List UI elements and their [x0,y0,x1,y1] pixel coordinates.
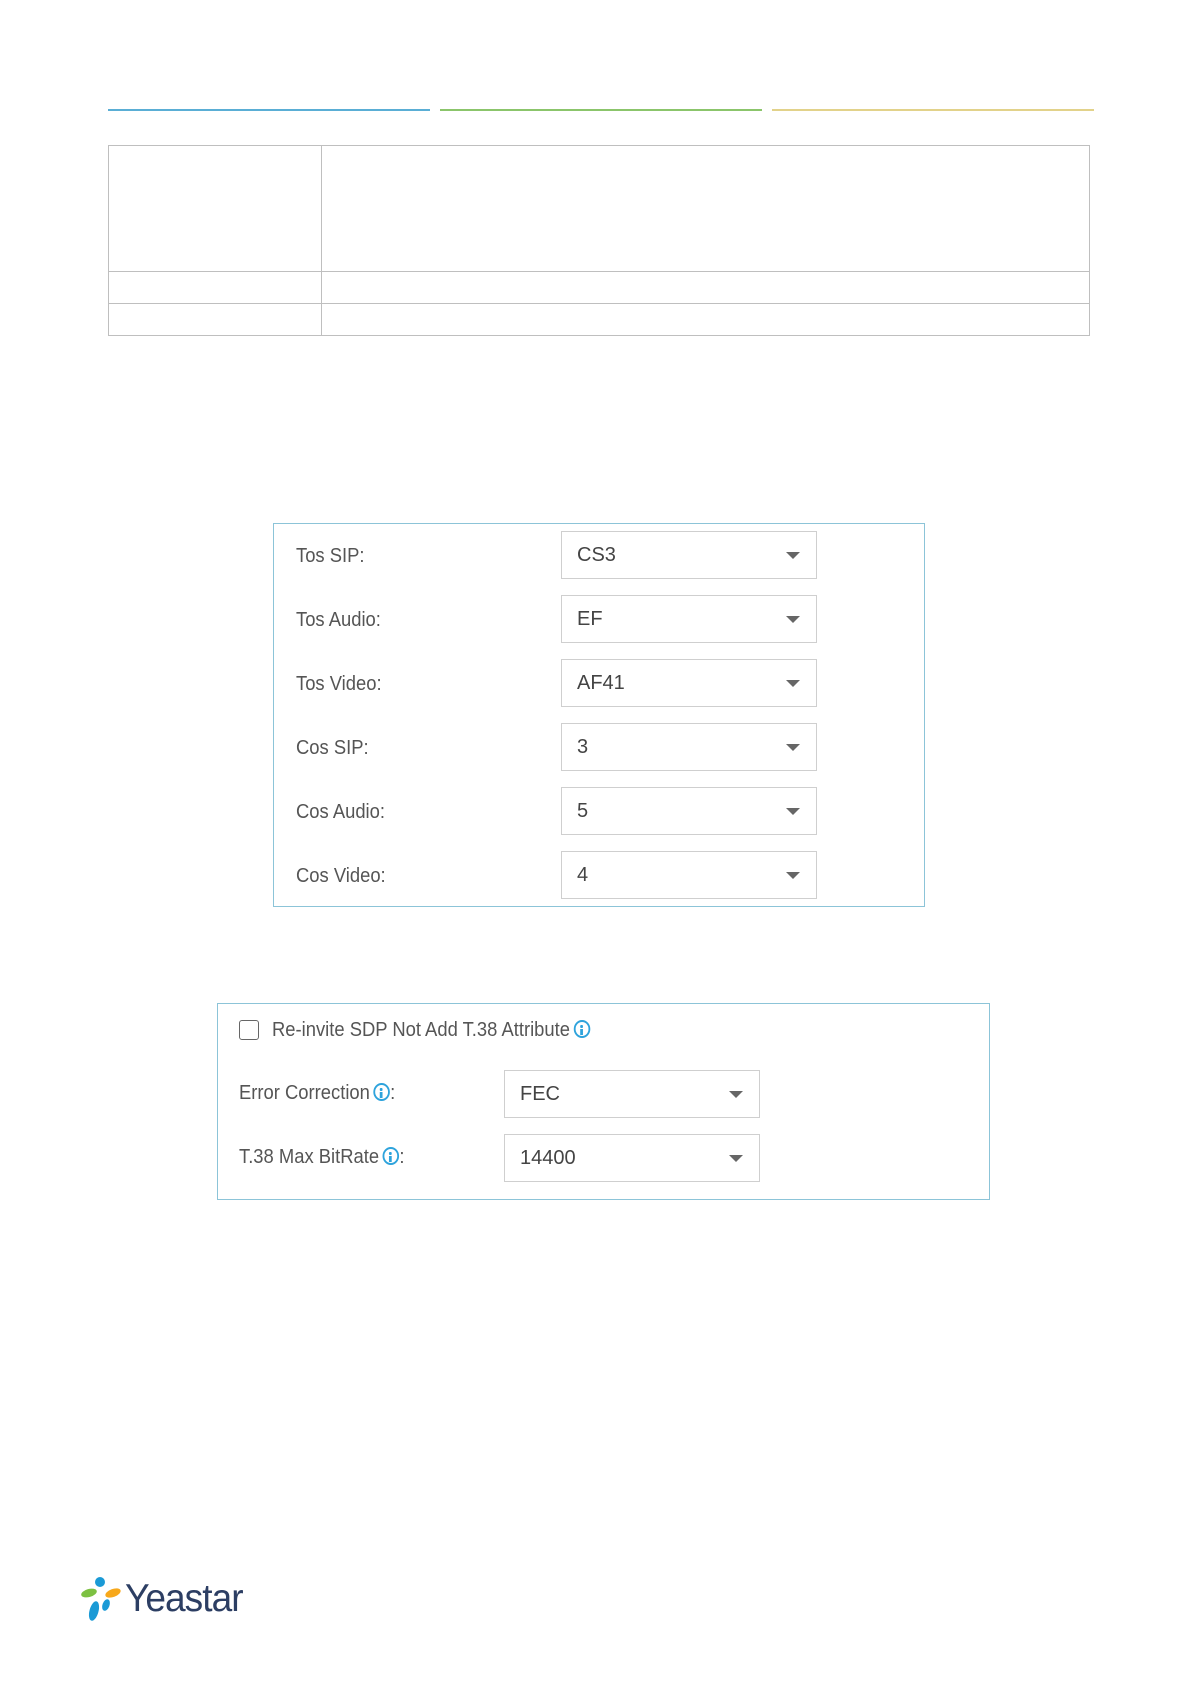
info-icon[interactable] [383,1147,400,1165]
reinvite-row [218,1004,989,1054]
tos-sip-value: CS3 [577,544,616,566]
tos-sip-select[interactable] [561,531,817,579]
document-table [108,145,1090,336]
tos-audio-label: Tos Audio: [296,609,381,631]
qos-settings-panel [273,523,925,907]
chevron-down-icon [786,808,800,815]
table-cell [322,304,1090,336]
table-cell [109,272,322,304]
reinvite-checkbox[interactable] [239,1020,259,1040]
table-row [109,272,1090,304]
max-bitrate-colon: : [399,1146,405,1168]
tos-audio-select[interactable] [561,595,817,643]
table-row [109,304,1090,336]
cos-video-label: Cos Video: [296,865,386,887]
header-line-blue [108,109,430,111]
cos-audio-label: Cos Audio: [296,801,385,823]
table-cell [322,272,1090,304]
error-correction-select[interactable] [504,1070,760,1118]
chevron-down-icon [729,1091,743,1098]
reinvite-label [272,1018,590,1042]
error-correction-colon: : [390,1082,396,1104]
cos-sip-select[interactable] [561,723,817,771]
tos-sip-row [274,531,924,581]
error-correction-row [218,1066,989,1116]
max-bitrate-label-text: T.38 Max BitRate [239,1146,380,1168]
table-cell [109,146,322,272]
yeastar-logo [80,1575,260,1627]
chevron-down-icon [729,1155,743,1162]
cos-video-select[interactable] [561,851,817,899]
cos-video-row [274,851,924,901]
max-bitrate-row [218,1130,989,1180]
error-correction-value: FEC [520,1083,560,1105]
tos-video-row [274,659,924,709]
table-cell [109,304,322,336]
tos-audio-value: EF [577,608,603,630]
logo-text: Yeastar [125,1577,243,1620]
yeastar-logo-mark-icon [80,1575,126,1627]
reinvite-label-text: Re-invite SDP Not Add T.38 Attribute [272,1019,570,1041]
chevron-down-icon [786,744,800,751]
error-correction-label [239,1081,395,1105]
header-line-green [440,109,762,111]
tos-video-label: Tos Video: [296,673,382,695]
error-correction-label-text: Error Correction [239,1082,370,1104]
cos-video-value: 4 [577,864,589,886]
header-line-yellow [772,109,1094,111]
table-row [109,146,1090,272]
t38-settings-panel [217,1003,990,1200]
info-icon[interactable] [574,1020,591,1038]
cos-sip-row [274,723,924,773]
max-bitrate-select[interactable] [504,1134,760,1182]
cos-audio-select[interactable] [561,787,817,835]
max-bitrate-value: 14400 [520,1147,576,1169]
chevron-down-icon [786,616,800,623]
table-cell [322,146,1090,272]
tos-sip-label: Tos SIP: [296,545,365,567]
chevron-down-icon [786,552,800,559]
cos-sip-label: Cos SIP: [296,737,369,759]
cos-audio-value: 5 [577,800,589,822]
chevron-down-icon [786,680,800,687]
tos-video-value: AF41 [577,672,625,694]
max-bitrate-label [239,1145,404,1169]
chevron-down-icon [786,872,800,879]
cos-sip-value: 3 [577,736,589,758]
tos-video-select[interactable] [561,659,817,707]
cos-audio-row [274,787,924,837]
info-icon[interactable] [374,1083,391,1101]
tos-audio-row [274,595,924,645]
